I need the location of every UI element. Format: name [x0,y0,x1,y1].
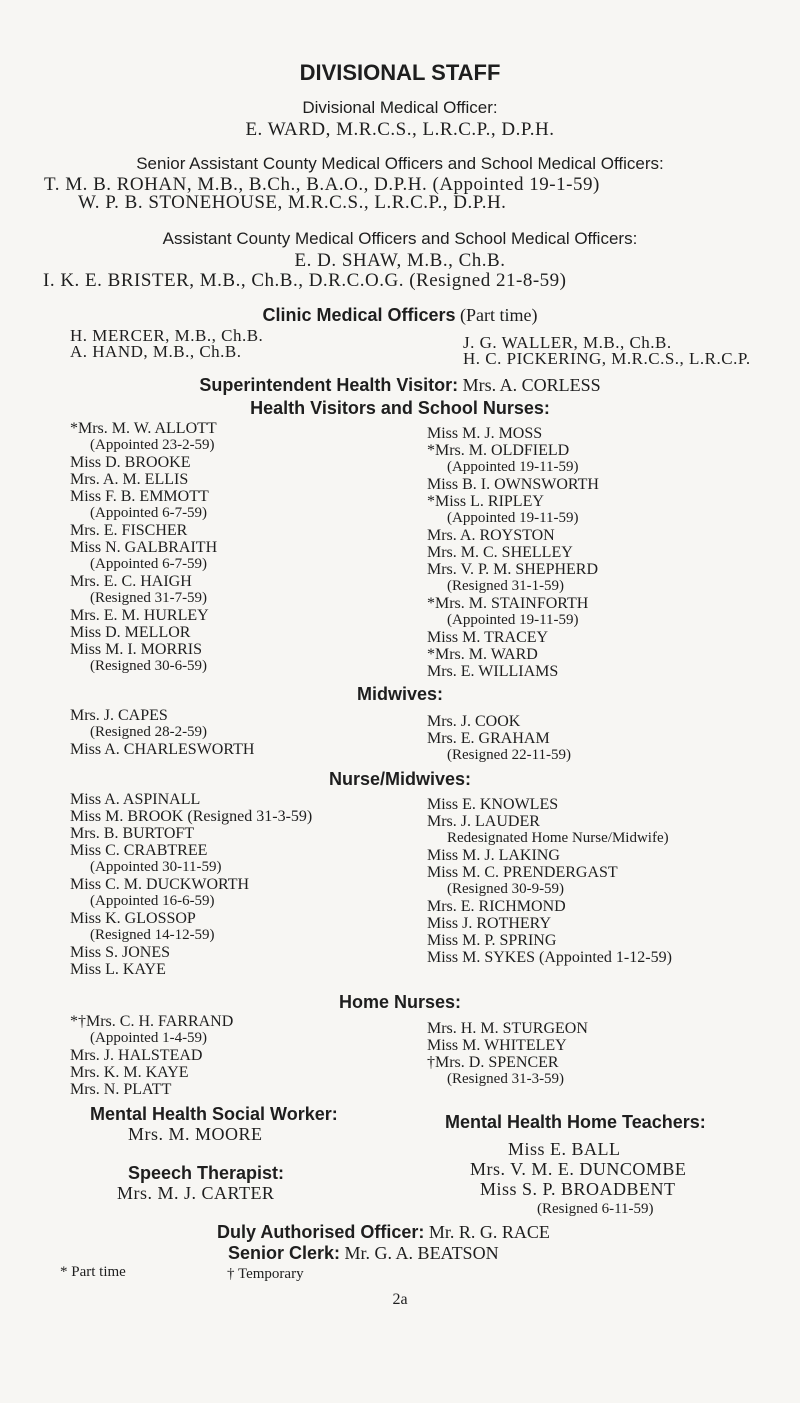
staff-note: (Resigned 30-6-59) [90,658,208,674]
mh-social-heading: Mental Health Social Worker: [90,1104,338,1124]
dmo-heading: Divisional Medical Officer: [302,98,498,117]
staff-name: *Mrs. M. STAINFORTH [427,595,589,612]
superintendent-label: Superintendent Health Visitor: [199,375,459,395]
health-visitors-right-list [427,425,599,680]
staff-name: *Miss L. RIPLEY [427,493,544,510]
footnote-part-time: * Part time [60,1264,126,1280]
nurse-midwives-right-list [427,796,672,966]
duly-row [217,1222,550,1243]
staff-name: Miss N. GALBRAITH [70,539,218,556]
midwives-left-list [70,707,254,758]
nurse-midwives-heading: Nurse/Midwives: [328,769,472,789]
nurse-midwives-left-list [70,791,312,978]
staff-name: Miss C. CRABTREE [70,842,208,859]
staff-name: Mrs. B. BURTOFT [70,825,195,842]
staff-name: Miss M. P. SPRING [427,932,557,949]
staff-name: Miss D. MELLOR [70,624,191,641]
staff-name: Mrs. A. M. ELLIS [70,471,189,488]
dmo-name: E. WARD, M.R.C.S., L.R.C.P., D.P.H. [245,119,555,140]
staff-name: Miss F. B. EMMOTT [70,488,209,505]
staff-name: Miss M. TRACEY [427,629,549,646]
clinic-right-line: H. C. PICKERING, M.R.C.S., L.R.C.P. [463,349,751,368]
home-nurses-right-list [427,1020,588,1088]
mh-teacher-line: Miss E. BALL [508,1139,621,1159]
staff-name: Mrs. J. CAPES [70,707,168,724]
staff-note: (Appointed 6-7-59) [90,556,208,572]
staff-note: (Appointed 19-11-59) [447,510,579,526]
duly-label: Duly Authorised Officer: [217,1222,425,1242]
staff-name: Mrs. K. M. KAYE [70,1064,189,1081]
mh-social-name: Mrs. M. MOORE [128,1124,263,1144]
staff-name: Mrs. J. LAUDER [427,813,540,830]
health-visitors-left-list [70,420,217,675]
staff-name: Miss M. J. LAKING [427,847,560,864]
staff-note: Redesignated Home Nurse/Midwife) [447,830,669,846]
clinic-heading-row [0,305,800,326]
assistant-heading: Assistant County Medical Officers and School Medical Officers: [162,229,638,248]
staff-name: Miss M. I. MORRIS [70,641,203,658]
mh-teacher-line: Mrs. V. M. E. DUNCOMBE [470,1159,687,1179]
staff-note: (Resigned 30-9-59) [447,881,565,897]
staff-note: (Resigned 28-2-59) [90,724,208,740]
mh-teachers-heading: Mental Health Home Teachers: [445,1112,706,1132]
clerk-name: Mr. G. A. BEATSON [344,1243,499,1263]
mh-teacher-line: Miss S. P. BROADBENT [480,1179,676,1199]
staff-name: Mrs. V. P. M. SHEPHERD [427,561,599,578]
staff-name: Miss E. KNOWLES [427,796,559,813]
staff-name: Mrs. E. M. HURLEY [70,607,209,624]
staff-name: Miss K. GLOSSOP [70,910,196,927]
staff-name: *†Mrs. C. H. FARRAND [70,1013,234,1030]
staff-note: (Appointed 1-4-59) [90,1030,208,1046]
staff-name: *Mrs. M. W. ALLOTT [70,420,217,437]
staff-name: Mrs. E. RICHMOND [427,898,566,915]
duly-name: Mr. R. G. RACE [428,1222,550,1242]
staff-note: (Resigned 14-12-59) [90,927,215,943]
staff-note: (Resigned 31-7-59) [90,590,208,606]
staff-note: (Resigned 31-1-59) [447,578,565,594]
staff-name: *Mrs. M. OLDFIELD [427,442,570,459]
senior-line: W. P. B. STONEHOUSE, M.R.C.S., L.R.C.P., D.P.H. [78,192,507,213]
staff-name: Miss M. BROOK (Resigned 31-3-59) [70,808,313,825]
mh-teacher-note: (Resigned 6-11-59) [537,1201,654,1217]
staff-note: (Appointed 23-2-59) [90,437,215,453]
page-title: DIVISIONAL STAFF [299,60,501,85]
staff-note: (Resigned 31-3-59) [447,1071,565,1087]
staff-name: Miss D. BROOKE [70,454,191,471]
staff-name: Mrs. M. C. SHELLEY [427,544,573,561]
staff-note: (Appointed 6-7-59) [90,505,208,521]
staff-note: (Appointed 30-11-59) [90,859,222,875]
staff-name: Miss A. CHARLESWORTH [70,741,255,758]
staff-name: Miss C. M. DUCKWORTH [70,876,250,893]
midwives-heading: Midwives: [356,684,444,704]
staff-name: Mrs. N. PLATT [70,1081,172,1098]
superintendent-row [0,375,800,396]
staff-name: Miss M. C. PRENDERGAST [427,864,618,881]
staff-name: Miss J. ROTHERY [427,915,552,932]
home-nurses-heading: Home Nurses: [338,992,462,1012]
health-visitors-heading: Health Visitors and School Nurses: [250,398,550,418]
staff-name: Miss L. KAYE [70,961,166,978]
senior-line: T. M. B. ROHAN, M.B., B.Ch., B.A.O., D.P.H. (Appointed 19-1-59) [44,174,600,195]
speech-name: Mrs. M. J. CARTER [117,1183,275,1203]
assistant-line: E. D. SHAW, M.B., Ch.B. [294,250,506,271]
staff-name: Mrs. H. M. STURGEON [427,1020,588,1037]
clinic-left-line: H. MERCER, M.B., Ch.B. [70,326,264,345]
staff-name: Miss M. WHITELEY [427,1037,567,1054]
staff-name: †Mrs. D. SPENCER [427,1054,559,1071]
clinic-left-line: A. HAND, M.B., Ch.B. [70,342,242,361]
staff-name: Miss S. JONES [70,944,171,961]
staff-name: *Mrs. M. WARD [427,646,538,663]
staff-name: Mrs. J. HALSTEAD [70,1047,203,1064]
superintendent-name: Mrs. A. CORLESS [462,375,601,395]
clinic-right-line: J. G. WALLER, M.B., Ch.B. [463,333,672,352]
staff-note: (Appointed 19-11-59) [447,612,579,628]
page-number: 2a [392,1291,408,1308]
staff-name: Mrs. A. ROYSTON [427,527,555,544]
clerk-label: Senior Clerk: [228,1243,341,1263]
staff-name: Mrs. E. FISCHER [70,522,188,539]
staff-name: Mrs. E. C. HAIGH [70,573,192,590]
staff-note: (Resigned 22-11-59) [447,747,571,763]
speech-heading: Speech Therapist: [128,1163,285,1183]
clinic-heading-suffix: (Part time) [460,305,538,325]
staff-name: Miss M. J. MOSS [427,425,543,442]
staff-note: (Appointed 16-6-59) [90,893,215,909]
staff-name: Mrs. J. COOK [427,713,521,730]
staff-name: Miss A. ASPINALL [70,791,201,808]
staff-name: Miss B. I. OWNSWORTH [427,476,599,493]
home-nurses-left-list [70,1013,233,1098]
assistant-line: I. K. E. BRISTER, M.B., Ch.B., D.R.C.O.G. (Resigned 21-8-59) [43,270,567,291]
senior-heading: Senior Assistant County Medical Officers and School Medical Officers: [136,154,664,173]
clinic-heading: Clinic Medical Officers [262,305,456,325]
staff-name: Mrs. E. WILLIAMS [427,663,559,680]
midwives-right-list [427,713,571,764]
staff-name: Mrs. E. GRAHAM [427,730,550,747]
clerk-row [228,1243,499,1264]
staff-note: (Appointed 19-11-59) [447,459,579,475]
footnote-temporary: † Temporary [227,1266,304,1282]
staff-name: Miss M. SYKES (Appointed 1-12-59) [427,949,672,966]
